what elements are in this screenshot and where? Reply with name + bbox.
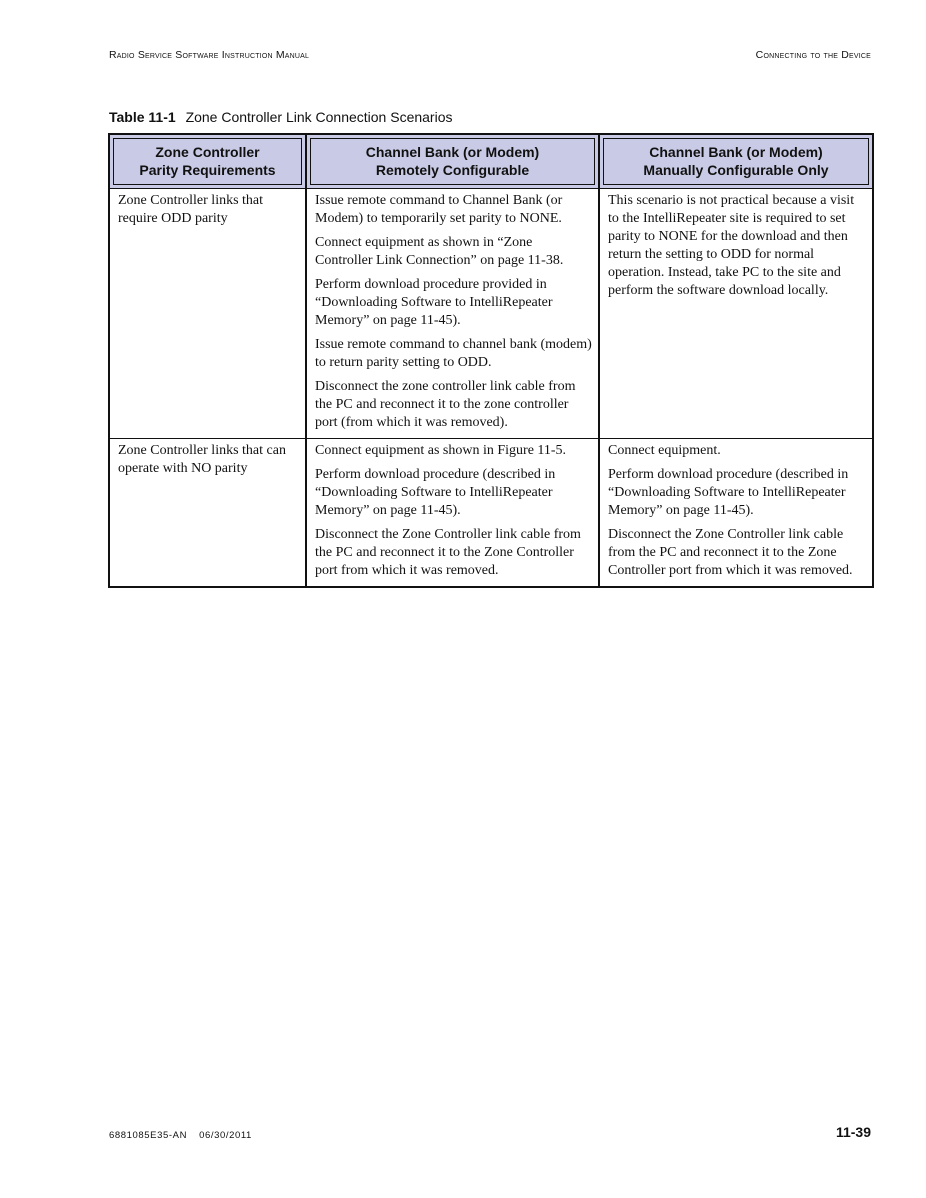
running-header-left: Radio Service Software Instruction Manual: [109, 49, 310, 61]
header-line: Channel Bank (or Modem): [649, 144, 823, 161]
cell-text: Zone Controller links that can operate with NO parity: [118, 442, 286, 476]
footer-doc-info: [109, 1130, 252, 1141]
step-text: Perform download procedure (described in “Downloading Software to IntelliRepeater Memory” on page 11-45).: [315, 466, 556, 518]
remote-cell: [306, 438, 599, 587]
step-text: Connect equipment as shown in “Zone Controller Link Connection” on page 11-38.: [315, 234, 564, 268]
doc-date: 06/30/2011: [199, 1130, 252, 1141]
header-manually-configurable: [599, 134, 873, 188]
page-number: 11-39: [835, 1124, 871, 1140]
manual-cell: [599, 438, 873, 587]
running-header-right: Connecting to the Device: [755, 49, 871, 61]
step-text: Issue remote command to channel bank (modem) to return parity setting to ODD.: [315, 336, 592, 370]
doc-number: 6881085E35-AN: [109, 1130, 188, 1141]
cell-text: Zone Controller links that require ODD parity: [118, 192, 264, 226]
header-line: Parity Requirements: [139, 162, 276, 179]
header-parity-requirements: [109, 134, 306, 188]
step-text: Perform download procedure (described in “Downloading Software to IntelliRepeater Memory” on page 11-45).: [608, 466, 849, 518]
table-header-row: [109, 134, 873, 188]
table-number: Table 11-1: [109, 109, 176, 125]
step-text: Disconnect the Zone Controller link cable from the PC and reconnect it to the Zone Controller port from which it was removed.: [608, 526, 853, 578]
step-text: This scenario is not practical because a visit to the IntelliRepeater site is required to set parity to NONE for the download and then return the setting to ODD for normal operation. Instead, take PC to the site and perform the software download locally.: [608, 192, 855, 298]
step-text: Connect equipment.: [608, 442, 721, 458]
step-text: Disconnect the Zone Controller link cable from the PC and reconnect it to the Zone Controller port from which it was removed.: [315, 526, 581, 578]
step-text: Issue remote command to Channel Bank (or Modem) to temporarily set parity to NONE.: [315, 192, 563, 226]
header-line: Zone Controller: [155, 144, 260, 161]
header-line: Channel Bank (or Modem): [365, 144, 540, 161]
requirement-cell: [109, 188, 306, 438]
table-row: [109, 188, 873, 438]
remote-cell: [306, 188, 599, 438]
manual-cell: [599, 188, 873, 438]
header-remotely-configurable: [306, 134, 599, 188]
table-caption: [109, 109, 453, 125]
step-text: Disconnect the zone controller link cable from the PC and reconnect it to the zone controller port (from which it was removed).: [315, 378, 576, 430]
requirement-cell: [109, 438, 306, 587]
header-line: Manually Configurable Only: [643, 162, 829, 179]
table-title: Zone Controller Link Connection Scenarios: [185, 109, 453, 125]
step-text: Perform download procedure provided in “Downloading Software to IntelliRepeater Memory” on page 11-45).: [315, 276, 553, 328]
zone-controller-table: [108, 133, 874, 588]
step-text: Connect equipment as shown in Figure 11-5.: [315, 442, 567, 458]
header-line: Remotely Configurable: [375, 162, 530, 179]
table-row: [109, 438, 873, 587]
